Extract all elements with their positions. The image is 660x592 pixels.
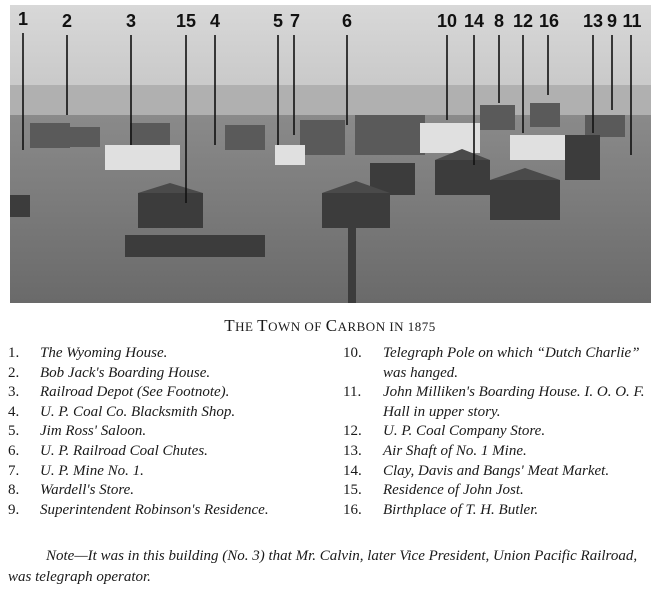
caption-part: OWN OF bbox=[268, 319, 326, 334]
photo-label: 16 bbox=[538, 11, 560, 31]
legend-number: 9. bbox=[8, 501, 20, 518]
legend-item bbox=[8, 383, 328, 403]
legend-item bbox=[8, 403, 328, 423]
caption-part: C bbox=[325, 316, 338, 335]
photo-label: 11 bbox=[622, 11, 642, 31]
legend-item bbox=[343, 462, 655, 482]
legend-text: Bob Jack's Boarding House. bbox=[40, 364, 211, 381]
legend-text: The Wyoming House. bbox=[40, 345, 168, 361]
legend-item bbox=[8, 422, 328, 442]
caption-part: T bbox=[224, 316, 236, 335]
legend-item bbox=[8, 462, 328, 482]
legend-text: Air Shaft of No. 1 Mine. bbox=[383, 442, 527, 459]
photo-label: 9 bbox=[606, 11, 618, 31]
legend-text: U. P. Mine No. 1. bbox=[40, 462, 144, 479]
legend-item bbox=[8, 344, 328, 364]
footnote: Note—It was in this building (No. 3) that Mr. Calvin, later Vice President, Union Pacific Railroad, was telegraph operator. bbox=[8, 548, 638, 585]
historic-photo bbox=[10, 5, 651, 303]
legend-number: 8. bbox=[8, 482, 20, 499]
photo-label: 12 bbox=[512, 11, 534, 31]
legend-number: 13. bbox=[343, 442, 362, 459]
legend-number: 5. bbox=[8, 423, 20, 440]
photo-label: 7 bbox=[289, 11, 301, 31]
photo-label: 4 bbox=[209, 11, 221, 31]
legend-number: 3. bbox=[8, 384, 20, 401]
legend-left-column bbox=[8, 344, 328, 520]
legend-item bbox=[343, 481, 655, 501]
legend-number: 4. bbox=[8, 403, 20, 420]
legend-number: 15. bbox=[343, 482, 362, 499]
photo-label: 10 bbox=[436, 11, 458, 31]
legend-item bbox=[8, 501, 328, 521]
legend-item bbox=[343, 501, 655, 521]
photo-label: 8 bbox=[493, 11, 505, 31]
legend-item bbox=[343, 383, 655, 422]
photo-label: 3 bbox=[125, 11, 137, 31]
legend-text: U. P. Coal Company Store. bbox=[383, 423, 546, 440]
legend-number: 14. bbox=[343, 462, 362, 479]
photo-caption bbox=[0, 316, 660, 336]
legend-number: 2. bbox=[8, 364, 20, 381]
legend-right-column bbox=[343, 344, 655, 520]
caption-part: ARBON IN 1875 bbox=[337, 319, 436, 334]
caption-part: T bbox=[257, 316, 269, 335]
legend-item bbox=[343, 344, 655, 383]
legend-item bbox=[8, 364, 328, 384]
legend-text: Residence of John Jost. bbox=[383, 482, 524, 499]
legend-item bbox=[8, 442, 328, 462]
caption-part: HE bbox=[235, 319, 258, 334]
town-photo-illustration bbox=[10, 5, 651, 303]
legend-text: John Milliken's Boarding House. I. O. O. F. Hall in upper story. bbox=[383, 384, 645, 420]
legend-number: 7. bbox=[8, 462, 20, 479]
legend-text: Birthplace of T. H. Butler. bbox=[383, 501, 539, 518]
photo-label: 2 bbox=[61, 11, 73, 31]
legend-number: 16. bbox=[343, 501, 362, 518]
legend-text: Clay, Davis and Bangs' Meat Market. bbox=[383, 462, 610, 479]
legend-number: 6. bbox=[8, 442, 20, 459]
photo-label: 1 bbox=[17, 9, 29, 29]
legend-item bbox=[343, 442, 655, 462]
legend-text: Railroad Depot (See Footnote). bbox=[40, 384, 230, 401]
legend-number: 1. bbox=[8, 345, 20, 361]
legend-item bbox=[343, 422, 655, 442]
photo-label: 6 bbox=[341, 11, 353, 31]
photo-label: 15 bbox=[175, 11, 197, 31]
photo-label: 5 bbox=[272, 11, 284, 31]
legend-text: Jim Ross' Saloon. bbox=[40, 423, 147, 440]
photo-label: 14 bbox=[463, 11, 485, 31]
legend-number: 12. bbox=[343, 423, 362, 440]
legend-text: U. P. Coal Co. Blacksmith Shop. bbox=[40, 403, 236, 420]
legend-text: Telegraph Pole on which “Dutch Charlie” was hanged. bbox=[383, 345, 640, 381]
legend-number: 10. bbox=[343, 345, 362, 361]
legend-item bbox=[8, 481, 328, 501]
photo-label: 13 bbox=[582, 11, 604, 31]
legend-number: 11. bbox=[343, 384, 362, 401]
legend-text: U. P. Railroad Coal Chutes. bbox=[40, 442, 208, 459]
legend-text: Wardell's Store. bbox=[40, 482, 135, 499]
legend-text: Superintendent Robinson's Residence. bbox=[40, 501, 269, 518]
